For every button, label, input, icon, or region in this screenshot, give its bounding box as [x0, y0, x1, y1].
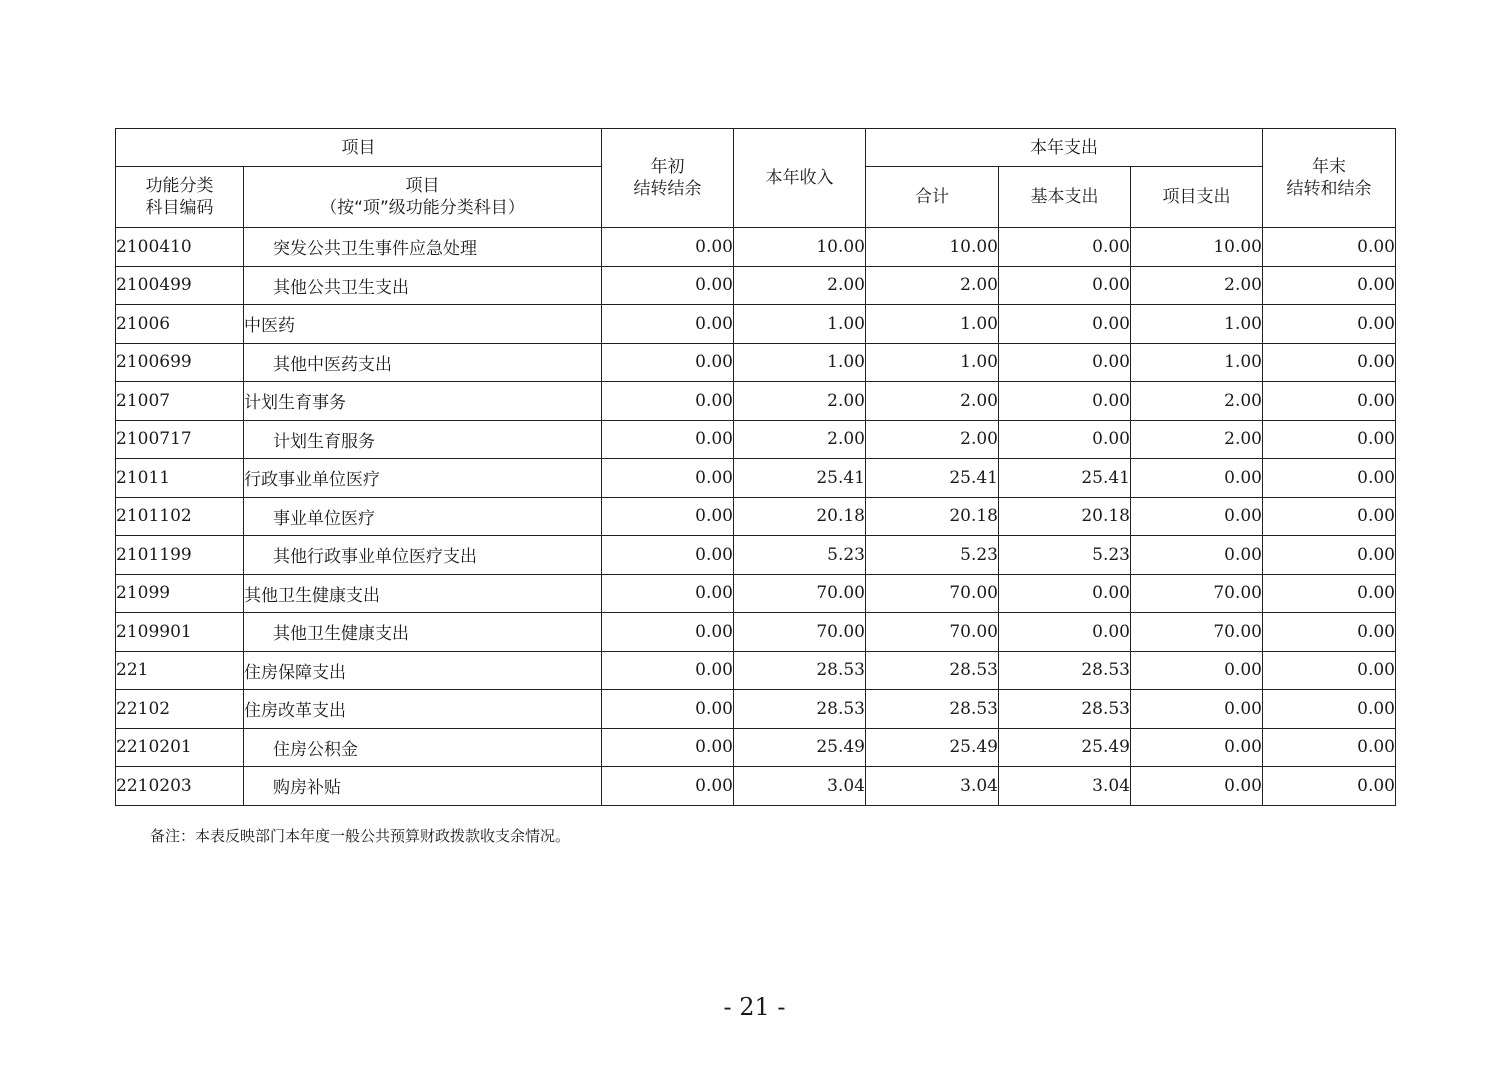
cell-closing: 0.00 — [1263, 690, 1396, 729]
cell-name: 住房公积金 — [244, 728, 602, 767]
table-row — [116, 305, 1396, 344]
cell-income: 70.00 — [734, 613, 866, 652]
cell-basic: 0.00 — [999, 574, 1131, 613]
header-income: 本年收入 — [734, 129, 866, 228]
cell-opening: 0.00 — [602, 728, 734, 767]
cell-project: 0.00 — [1131, 728, 1263, 767]
table-row — [116, 459, 1396, 498]
cell-code: 2210203 — [116, 767, 244, 806]
cell-project: 10.00 — [1131, 228, 1263, 267]
cell-opening: 0.00 — [602, 305, 734, 344]
cell-name: 住房保障支出 — [244, 651, 602, 690]
cell-name: 住房改革支出 — [244, 690, 602, 729]
cell-project: 0.00 — [1131, 497, 1263, 536]
cell-closing: 0.00 — [1263, 305, 1396, 344]
cell-closing: 0.00 — [1263, 574, 1396, 613]
cell-basic: 0.00 — [999, 613, 1131, 652]
header-project: 项目 — [116, 129, 602, 167]
cell-closing: 0.00 — [1263, 767, 1396, 806]
cell-total: 70.00 — [866, 574, 999, 613]
table-note: 备注：本表反映部门本年度一般公共预算财政拨款收支余情况。 — [150, 827, 571, 845]
cell-opening: 0.00 — [602, 690, 734, 729]
cell-income: 25.41 — [734, 459, 866, 498]
cell-basic: 20.18 — [999, 497, 1131, 536]
cell-code: 2101102 — [116, 497, 244, 536]
table-row — [116, 574, 1396, 613]
table-row — [116, 343, 1396, 382]
cell-code: 2100499 — [116, 266, 244, 305]
table-row — [116, 228, 1396, 267]
cell-opening: 0.00 — [602, 343, 734, 382]
cell-opening: 0.00 — [602, 651, 734, 690]
cell-opening: 0.00 — [602, 420, 734, 459]
cell-income: 10.00 — [734, 228, 866, 267]
cell-closing: 0.00 — [1263, 728, 1396, 767]
cell-income: 5.23 — [734, 536, 866, 575]
cell-code: 2100410 — [116, 228, 244, 267]
cell-basic: 0.00 — [999, 343, 1131, 382]
table-row — [116, 382, 1396, 421]
cell-name: 事业单位医疗 — [244, 497, 602, 536]
table-row — [116, 420, 1396, 459]
cell-opening: 0.00 — [602, 382, 734, 421]
cell-name: 计划生育事务 — [244, 382, 602, 421]
header-expenditure: 本年支出 — [866, 129, 1263, 167]
cell-income: 70.00 — [734, 574, 866, 613]
cell-total: 2.00 — [866, 266, 999, 305]
cell-closing: 0.00 — [1263, 536, 1396, 575]
cell-project: 2.00 — [1131, 266, 1263, 305]
cell-total: 28.53 — [866, 690, 999, 729]
page-number: - 21 - — [723, 993, 786, 1021]
cell-project: 70.00 — [1131, 574, 1263, 613]
cell-name: 其他中医药支出 — [244, 343, 602, 382]
cell-total: 20.18 — [866, 497, 999, 536]
table-row — [116, 497, 1396, 536]
cell-income: 28.53 — [734, 651, 866, 690]
cell-total: 1.00 — [866, 343, 999, 382]
header-code: 功能分类 科目编码 — [116, 167, 244, 228]
cell-opening: 0.00 — [602, 767, 734, 806]
cell-name: 行政事业单位医疗 — [244, 459, 602, 498]
header-opening: 年初 结转结余 — [602, 129, 734, 228]
cell-opening: 0.00 — [602, 497, 734, 536]
cell-code: 221 — [116, 651, 244, 690]
cell-income: 1.00 — [734, 305, 866, 344]
cell-code: 21007 — [116, 382, 244, 421]
cell-project: 70.00 — [1131, 613, 1263, 652]
cell-project: 2.00 — [1131, 382, 1263, 421]
cell-name: 购房补贴 — [244, 767, 602, 806]
cell-total: 70.00 — [866, 613, 999, 652]
cell-opening: 0.00 — [602, 459, 734, 498]
cell-basic: 0.00 — [999, 228, 1131, 267]
cell-closing: 0.00 — [1263, 420, 1396, 459]
cell-basic: 3.04 — [999, 767, 1131, 806]
table-row — [116, 767, 1396, 806]
cell-income: 2.00 — [734, 382, 866, 421]
cell-project: 0.00 — [1131, 767, 1263, 806]
table-row — [116, 266, 1396, 305]
cell-closing: 0.00 — [1263, 266, 1396, 305]
cell-opening: 0.00 — [602, 536, 734, 575]
cell-income: 3.04 — [734, 767, 866, 806]
cell-code: 2100699 — [116, 343, 244, 382]
cell-total: 28.53 — [866, 651, 999, 690]
header-closing: 年末 结转和结余 — [1263, 129, 1396, 228]
cell-code: 21011 — [116, 459, 244, 498]
cell-closing: 0.00 — [1263, 343, 1396, 382]
cell-name: 计划生育服务 — [244, 420, 602, 459]
cell-closing: 0.00 — [1263, 613, 1396, 652]
header-project-exp: 项目支出 — [1131, 167, 1263, 228]
cell-name: 其他卫生健康支出 — [244, 574, 602, 613]
cell-project: 2.00 — [1131, 420, 1263, 459]
cell-project: 0.00 — [1131, 690, 1263, 729]
cell-closing: 0.00 — [1263, 459, 1396, 498]
cell-closing: 0.00 — [1263, 382, 1396, 421]
cell-total: 2.00 — [866, 382, 999, 421]
cell-income: 2.00 — [734, 420, 866, 459]
cell-opening: 0.00 — [602, 574, 734, 613]
cell-basic: 0.00 — [999, 305, 1131, 344]
cell-closing: 0.00 — [1263, 651, 1396, 690]
cell-basic: 28.53 — [999, 690, 1131, 729]
cell-opening: 0.00 — [602, 613, 734, 652]
cell-basic: 0.00 — [999, 382, 1131, 421]
cell-code: 2100717 — [116, 420, 244, 459]
cell-total: 10.00 — [866, 228, 999, 267]
cell-project: 0.00 — [1131, 651, 1263, 690]
cell-code: 2210201 — [116, 728, 244, 767]
cell-basic: 25.49 — [999, 728, 1131, 767]
cell-closing: 0.00 — [1263, 497, 1396, 536]
header-basic: 基本支出 — [999, 167, 1131, 228]
cell-code: 22102 — [116, 690, 244, 729]
cell-basic: 5.23 — [999, 536, 1131, 575]
cell-basic: 25.41 — [999, 459, 1131, 498]
cell-project: 0.00 — [1131, 459, 1263, 498]
header-total: 合计 — [866, 167, 999, 228]
table-row — [116, 536, 1396, 575]
cell-closing: 0.00 — [1263, 228, 1396, 267]
budget-table — [115, 128, 1396, 806]
cell-total: 3.04 — [866, 767, 999, 806]
table-body — [116, 228, 1396, 806]
cell-name: 突发公共卫生事件应急处理 — [244, 228, 602, 267]
cell-income: 1.00 — [734, 343, 866, 382]
cell-income: 25.49 — [734, 728, 866, 767]
cell-project: 0.00 — [1131, 536, 1263, 575]
cell-total: 1.00 — [866, 305, 999, 344]
cell-total: 25.49 — [866, 728, 999, 767]
cell-name: 中医药 — [244, 305, 602, 344]
cell-name: 其他卫生健康支出 — [244, 613, 602, 652]
cell-code: 21099 — [116, 574, 244, 613]
table-row — [116, 613, 1396, 652]
cell-name: 其他公共卫生支出 — [244, 266, 602, 305]
table-row — [116, 651, 1396, 690]
cell-basic: 0.00 — [999, 266, 1131, 305]
cell-name: 其他行政事业单位医疗支出 — [244, 536, 602, 575]
cell-total: 25.41 — [866, 459, 999, 498]
header-item: 项目 （按“项”级功能分类科目） — [244, 167, 602, 228]
cell-income: 20.18 — [734, 497, 866, 536]
cell-opening: 0.00 — [602, 266, 734, 305]
cell-total: 2.00 — [866, 420, 999, 459]
cell-code: 2101199 — [116, 536, 244, 575]
cell-income: 28.53 — [734, 690, 866, 729]
cell-code: 2109901 — [116, 613, 244, 652]
cell-basic: 0.00 — [999, 420, 1131, 459]
cell-opening: 0.00 — [602, 228, 734, 267]
cell-project: 1.00 — [1131, 305, 1263, 344]
cell-code: 21006 — [116, 305, 244, 344]
table-row — [116, 728, 1396, 767]
cell-project: 1.00 — [1131, 343, 1263, 382]
cell-basic: 28.53 — [999, 651, 1131, 690]
cell-total: 5.23 — [866, 536, 999, 575]
cell-income: 2.00 — [734, 266, 866, 305]
table-row — [116, 690, 1396, 729]
